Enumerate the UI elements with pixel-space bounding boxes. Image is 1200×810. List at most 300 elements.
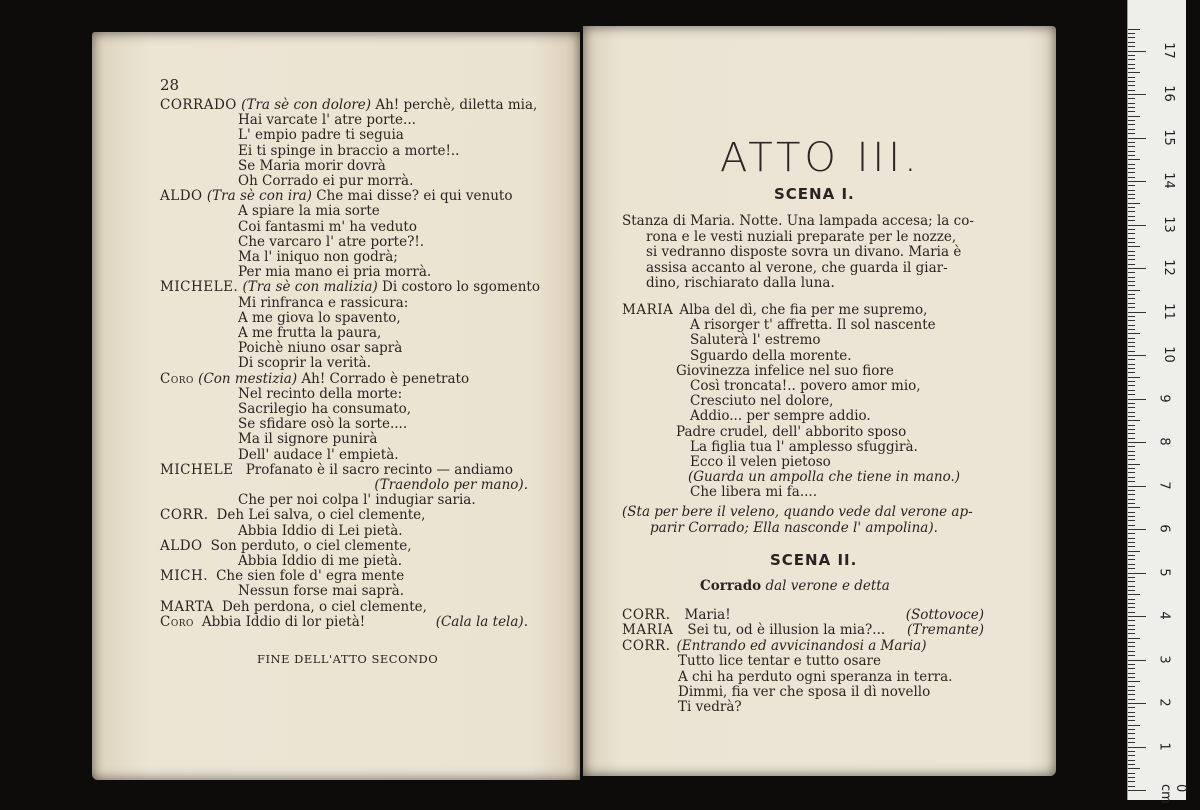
ruler-tick <box>1128 599 1135 600</box>
stage-direction-right: (Cala la tela). <box>435 613 528 630</box>
ruler-tick <box>1128 103 1135 104</box>
ruler-tick <box>1128 429 1135 430</box>
ruler-tick <box>1128 446 1135 447</box>
speaker-name: ALDO <box>160 537 203 554</box>
verse-text: A spiare la mia sorte <box>238 203 380 220</box>
verse-line <box>160 144 528 159</box>
verse-line <box>622 470 982 485</box>
verse-text: A chi ha perduto ogni speranza in terra. <box>678 668 953 685</box>
ruler-tick <box>1128 542 1135 543</box>
stage-direction: (Entrando ed avvicinandosi a Maria) <box>676 637 927 654</box>
ruler-label: 4 <box>1156 611 1172 620</box>
verse-line <box>622 318 982 333</box>
ruler-label: 5 <box>1156 567 1172 577</box>
ruler-tick <box>1128 246 1140 247</box>
verse-line <box>160 417 528 432</box>
verse-text: Che per noi colpa l' indugiar saria. <box>238 492 476 509</box>
speaker-name: Coro <box>160 613 194 630</box>
ruler-tick <box>1128 577 1135 578</box>
scene-2-heading: SCENA II. <box>770 551 858 569</box>
ruler-tick <box>1128 660 1146 661</box>
verse-line <box>160 250 528 265</box>
stage-direction: (Tra sè con malizia) <box>242 279 378 296</box>
ruler-tick <box>1128 686 1135 687</box>
ruler-tick <box>1128 298 1135 299</box>
ruler-tick <box>1128 690 1135 691</box>
ruler-label: 15 <box>1160 128 1176 146</box>
ruler-tick <box>1128 459 1135 460</box>
ruler-tick <box>1128 403 1135 404</box>
ruler-tick <box>1128 194 1135 195</box>
ruler-tick <box>1128 477 1135 478</box>
verse-line <box>622 349 982 364</box>
ruler-tick <box>1128 177 1135 178</box>
ruler-tick <box>1128 703 1146 704</box>
verse-line <box>160 569 528 584</box>
ruler-tick <box>1128 655 1135 656</box>
ruler-tick <box>1128 681 1140 682</box>
verse-line <box>622 639 984 654</box>
ruler-label: 11 <box>1160 302 1176 320</box>
ruler-tick <box>1128 346 1135 347</box>
verse-line <box>160 448 528 463</box>
verse-text: Deh perdona, o ciel clemente, <box>222 598 427 615</box>
stage-direction-line: parir Corrado; Ella nasconde l' ampolina). <box>650 519 938 536</box>
verse-line <box>160 432 528 447</box>
ruler-label: 17 <box>1160 41 1176 59</box>
stage-direction: (Tra sè con dolore) <box>241 97 372 113</box>
ruler-tick <box>1128 55 1135 56</box>
ruler-label: 3 <box>1156 654 1172 664</box>
ruler-tick <box>1128 568 1135 569</box>
act-end-caption: FINE DELL'ATTO SECONDO <box>257 652 439 666</box>
ruler-tick <box>1128 294 1135 295</box>
ruler-tick <box>1128 129 1135 130</box>
speaker-name: MICHELE. <box>160 279 239 296</box>
verse-line <box>160 128 528 143</box>
ruler-tick <box>1128 124 1135 125</box>
ruler-tick <box>1128 133 1135 134</box>
ruler-tick <box>1128 116 1140 117</box>
verse-text: Maria! <box>684 607 731 623</box>
ruler-tick <box>1128 725 1140 726</box>
ruler-tick <box>1128 620 1135 621</box>
ruler-tick <box>1128 538 1135 539</box>
ruler-tick <box>1128 390 1135 391</box>
ruler-tick <box>1128 325 1135 326</box>
verse-text: Dimmi, fia ver che sposa il dì novello <box>678 684 931 700</box>
ruler-tick <box>1128 64 1135 65</box>
ruler-tick <box>1128 225 1146 226</box>
ruler-tick <box>1128 742 1135 743</box>
ruler-tick <box>1128 238 1135 239</box>
verse-line <box>160 372 528 387</box>
verse-line <box>622 394 982 409</box>
ruler-tick <box>1128 190 1135 191</box>
ruler-tick <box>1128 694 1135 695</box>
ruler-tick <box>1128 720 1135 721</box>
ruler-tick <box>1128 164 1135 165</box>
verse-line <box>622 364 982 379</box>
ruler-tick <box>1128 151 1135 152</box>
ruler-tick <box>1128 120 1135 121</box>
verse-text: Giovinezza infelice nel suo fiore <box>676 362 894 379</box>
ruler-tick <box>1128 233 1135 234</box>
verse-line <box>160 615 528 630</box>
ruler-tick <box>1128 525 1135 526</box>
ruler-tick <box>1128 216 1135 217</box>
verse-text: Nel recinto della morte: <box>238 385 403 402</box>
verse-line <box>160 97 538 113</box>
ruler-tick <box>1128 85 1135 86</box>
stage-direction-line: (Sta per bere il veleno, quando vede dal verone ap- <box>622 504 973 520</box>
verse-text: Ti vedrà? <box>678 699 742 716</box>
ruler-tick <box>1128 385 1135 386</box>
ruler-tick <box>1128 320 1135 321</box>
speaker-name: Coro <box>160 370 194 387</box>
stage-direction: (Con mestizia) <box>198 370 298 387</box>
verse-line <box>160 174 528 189</box>
verse-line <box>622 333 982 348</box>
scene-2-cast-name: Corrado <box>700 578 762 594</box>
verse-line <box>622 303 982 318</box>
ruler-tick <box>1128 155 1135 156</box>
ruler-tick <box>1128 607 1135 608</box>
verse-line <box>160 402 528 417</box>
ruler-tick <box>1128 94 1146 95</box>
ruler-tick <box>1128 98 1135 99</box>
ruler-tick <box>1128 507 1140 508</box>
ruler-tick <box>1128 242 1135 243</box>
verse-line <box>160 159 528 174</box>
ruler-tick <box>1128 290 1140 291</box>
ruler-label: 16 <box>1160 85 1176 102</box>
ruler-tick <box>1128 573 1146 574</box>
ruler-tick <box>1128 59 1135 60</box>
ruler-tick <box>1128 442 1146 443</box>
verse-text: Tutto lice tentar e tutto osare <box>678 653 881 670</box>
ruler-tick <box>1128 172 1135 173</box>
verse-text: Di costoro lo sgomento <box>377 279 540 296</box>
ruler-tick <box>1128 699 1135 700</box>
speaker-name: ALDO <box>160 188 203 205</box>
ruler-label: 9 <box>1156 393 1172 403</box>
ruler-tick <box>1128 590 1135 591</box>
verse-line <box>160 189 528 204</box>
verse-line <box>160 554 528 569</box>
ruler-tick <box>1128 364 1135 365</box>
verse-text: Ma l' iniquo non godrà; <box>238 249 398 265</box>
ruler-label: 1 <box>1156 741 1172 751</box>
stage-direction-line: dino, rischiarato dalla luna. <box>646 275 835 291</box>
ruler-tick <box>1128 399 1146 400</box>
verse-text: Nessun forse mai saprà. <box>238 583 404 600</box>
ruler-tick <box>1128 512 1135 513</box>
verse-text: Così troncata!.. povero amor mio, <box>690 378 921 394</box>
verse-text: Sacrilegio ha consumato, <box>238 401 412 417</box>
ruler-tick <box>1128 551 1140 552</box>
verse-text: Son perduto, o ciel clemente, <box>210 537 412 554</box>
verse-text: Se sfidare osò la sorte.... <box>238 416 408 433</box>
verse-text: Poichè niuno osar saprà <box>238 340 403 357</box>
ruler-tick <box>1128 168 1135 169</box>
ruler-tick <box>1128 37 1135 38</box>
ruler-tick <box>1128 629 1135 630</box>
ruler-tick <box>1128 307 1135 308</box>
ruler-tick <box>1128 707 1135 708</box>
page-number: 28 <box>160 76 180 94</box>
verse-line <box>622 623 984 638</box>
verse-line <box>160 508 528 523</box>
ruler-tick <box>1128 586 1135 587</box>
ruler-tick <box>1128 51 1146 52</box>
verse-line <box>622 654 984 669</box>
ruler-tick <box>1128 455 1135 456</box>
speaker-name: MICHELE <box>160 461 234 478</box>
ruler-tick <box>1128 377 1140 378</box>
ruler-tick <box>1128 747 1146 748</box>
verse-text: Deh Lei salva, o ciel clemente, <box>216 507 426 524</box>
ruler-tick <box>1128 451 1135 452</box>
verse-text: Ei ti spinge in braccio a morte!.. <box>238 142 460 159</box>
verse-line <box>160 220 528 235</box>
verse-line <box>160 341 528 356</box>
act-title: ATTO III. <box>720 135 921 181</box>
ruler-label: 7 <box>1156 480 1172 490</box>
ruler-tick <box>1128 764 1135 765</box>
ruler-tick <box>1128 407 1135 408</box>
speaker-name: MICH. <box>160 568 209 585</box>
ruler-tick <box>1128 773 1135 774</box>
ruler-tick <box>1128 555 1135 556</box>
verse-text: Di scoprir la verità. <box>238 355 372 372</box>
ruler-tick <box>1128 342 1135 343</box>
ruler-tick <box>1128 494 1135 495</box>
verse-line <box>622 455 982 470</box>
ruler-tick <box>1128 412 1135 413</box>
ruler-tick <box>1128 220 1135 221</box>
ruler-tick <box>1128 198 1135 199</box>
ruler-tick <box>1128 251 1135 252</box>
verse-text: Mi rinfranca e rassicura: <box>238 294 409 311</box>
verse-text: Hai varcate l' atre porte... <box>238 112 416 129</box>
verse-line <box>622 670 984 685</box>
ruler-tick <box>1128 211 1135 212</box>
verse-text: Coi fantasmi m' ha veduto <box>238 218 417 235</box>
stage-direction: (Tra sè con ira) <box>206 188 312 205</box>
ruler-tick <box>1128 612 1135 613</box>
ruler-tick <box>1128 433 1135 434</box>
verse-line <box>622 425 982 440</box>
ruler-tick <box>1128 277 1135 278</box>
verse-text: A me frutta la paura, <box>238 325 382 341</box>
ruler-tick <box>1128 351 1135 352</box>
ruler-tick <box>1128 673 1135 674</box>
stage-direction-line: si vedranno disposte sovra un divano. Maria è <box>646 244 962 260</box>
ruler-tick <box>1128 255 1135 256</box>
ruler-tick <box>1128 394 1135 395</box>
verse-text: Ah! Corrado è penetrato <box>297 370 470 387</box>
ruler-label: 14 <box>1160 172 1176 189</box>
verse-line <box>160 463 528 478</box>
ruler-tick <box>1128 677 1135 678</box>
verse-text: La figlia tua l' amplesso sfuggirà. <box>690 438 918 455</box>
ruler-tick <box>1128 638 1140 639</box>
ruler-tick <box>1128 142 1135 143</box>
verse-text: Padre crudel, dell' abborito sposo <box>676 423 907 440</box>
verse-text: Se Maria morir dovrà <box>238 157 386 174</box>
speaker-name: CORR. <box>160 507 209 524</box>
ruler-tick <box>1128 46 1135 47</box>
verse-line <box>160 584 528 599</box>
verse-line <box>160 356 528 371</box>
ruler-tick <box>1128 203 1140 204</box>
ruler-tick <box>1128 503 1135 504</box>
verse-line <box>160 113 528 128</box>
scene-2-cast-detail: dal verone e detta <box>765 578 890 594</box>
ruler-tick <box>1128 786 1135 787</box>
ruler-tick <box>1128 68 1135 69</box>
ruler-tick <box>1128 90 1135 91</box>
ruler-tick <box>1128 259 1135 260</box>
ruler-tick <box>1128 33 1135 34</box>
scene-2-cast <box>700 579 890 594</box>
speaker-name: MARIA <box>622 302 674 318</box>
ruler-tick <box>1128 564 1135 565</box>
verse-text: Addio... per sempre addio. <box>690 408 871 425</box>
stage-direction: (Guarda un ampolla che tiene in mano.) <box>688 469 961 486</box>
verse-line <box>160 539 528 554</box>
verse-line <box>160 524 528 539</box>
ruler-tick <box>1128 472 1135 473</box>
ruler-label: 2 <box>1156 698 1172 707</box>
verse-text: Abbia Iddio di Lei pietà. <box>238 522 403 539</box>
stage-direction-line: rona e le vesti nuziali preparate per le nozze, <box>646 228 957 245</box>
ruler-tick <box>1128 268 1146 269</box>
ruler-tick <box>1128 520 1135 521</box>
verse-text: Ma il signore punirà <box>238 431 378 448</box>
ruler-tick <box>1128 777 1135 778</box>
ruler-tick <box>1128 738 1135 739</box>
ruler-tick <box>1128 481 1135 482</box>
verse-line <box>160 204 528 219</box>
ruler-tick <box>1128 416 1135 417</box>
ruler-tick <box>1128 716 1135 717</box>
verse-text: Saluterà l' estremo <box>690 332 821 349</box>
ruler-tick <box>1128 651 1135 652</box>
ruler-tick <box>1128 338 1135 339</box>
ruler-tick <box>1128 668 1135 669</box>
ruler-tick <box>1128 490 1135 491</box>
verse-text: Che libera mi fa.... <box>690 484 817 501</box>
stage-direction-right: (Tremante) <box>907 622 984 639</box>
verse-line <box>622 700 984 715</box>
ruler-tick <box>1128 316 1135 317</box>
ruler-tick <box>1128 77 1135 78</box>
ruler-label: 12 <box>1160 259 1176 276</box>
speaker-name: MARTA <box>160 598 215 615</box>
ruler-tick <box>1128 359 1135 360</box>
stage-direction-line: Stanza di Maria. Notte. Una lampada accesa; la co- <box>622 213 974 229</box>
ruler-tick <box>1128 646 1135 647</box>
ruler-tick <box>1128 594 1140 595</box>
verse-line <box>160 265 528 280</box>
verse-line <box>160 493 528 508</box>
ruler-tick <box>1128 486 1146 487</box>
ruler-tick <box>1128 729 1135 730</box>
ruler-label: 10 <box>1160 346 1176 363</box>
ruler-tick <box>1128 368 1135 369</box>
verse-text: Ah! perchè, diletta mia, <box>371 97 538 113</box>
ruler-tick <box>1128 464 1140 465</box>
speaker-name: CORR. <box>622 607 671 623</box>
verse-line <box>622 485 982 500</box>
ruler-tick <box>1128 285 1135 286</box>
stage-direction-right: (Traendolo per mano). <box>374 477 528 493</box>
verse-text: Sguardo della morente. <box>690 347 852 364</box>
stage-direction-line: assisa accanto al verone, che guarda il giar- <box>646 259 948 276</box>
ruler-tick <box>1128 533 1135 534</box>
ruler-tick <box>1128 438 1135 439</box>
verse-text: Profanato è il sacro recinto — andiamo <box>241 461 513 478</box>
ruler-tick <box>1128 760 1135 761</box>
stage-direction-right: (Sottovoce) <box>905 607 984 623</box>
ruler-tick <box>1128 72 1140 73</box>
ruler-tick <box>1128 603 1135 604</box>
verse-line <box>160 600 528 615</box>
ruler-tick <box>1128 733 1135 734</box>
ruler-label: 6 <box>1156 524 1172 533</box>
ruler-tick <box>1128 42 1135 43</box>
ruler-tick <box>1128 333 1140 334</box>
verse-line <box>622 409 982 424</box>
ruler-tick <box>1128 138 1146 139</box>
ruler-tick <box>1128 312 1146 313</box>
ruler-label: 13 <box>1160 215 1176 233</box>
ruler-tick <box>1128 712 1135 713</box>
ruler-tick <box>1128 616 1146 617</box>
ruler-tick <box>1128 546 1135 547</box>
ruler-tick <box>1128 372 1135 373</box>
verse-text: Dell' audace l' empietà. <box>238 446 399 463</box>
ruler-tick <box>1128 81 1135 82</box>
ruler-tick <box>1128 185 1135 186</box>
ruler-tick <box>1128 625 1135 626</box>
verse-line <box>160 326 528 341</box>
verse-line <box>160 296 528 311</box>
verse-line <box>160 235 528 250</box>
ruler-tick <box>1128 329 1135 330</box>
verse-text: L' empio padre ti seguia <box>238 127 404 144</box>
ruler-tick <box>1128 207 1135 208</box>
measurement-ruler <box>1127 0 1188 804</box>
ruler-tick <box>1128 664 1135 665</box>
ruler-tick <box>1128 29 1140 30</box>
ruler-tick <box>1128 420 1140 421</box>
ruler-tick <box>1128 499 1135 500</box>
verse-text: A risorger t' affretta. Il sol nascente <box>690 317 936 334</box>
ruler-label: 0 cm <box>1158 784 1188 804</box>
ruler-tick <box>1128 516 1135 517</box>
ruler-tick <box>1128 146 1135 147</box>
verse-line <box>160 311 528 326</box>
verse-line <box>622 608 984 623</box>
ruler-tick <box>1128 781 1135 782</box>
verse-text: Per mia mano ei pria morrà. <box>238 264 432 281</box>
ruler-tick <box>1128 381 1135 382</box>
ruler-tick <box>1128 272 1135 273</box>
verse-text: Che mai disse? ei qui venuto <box>311 188 513 205</box>
